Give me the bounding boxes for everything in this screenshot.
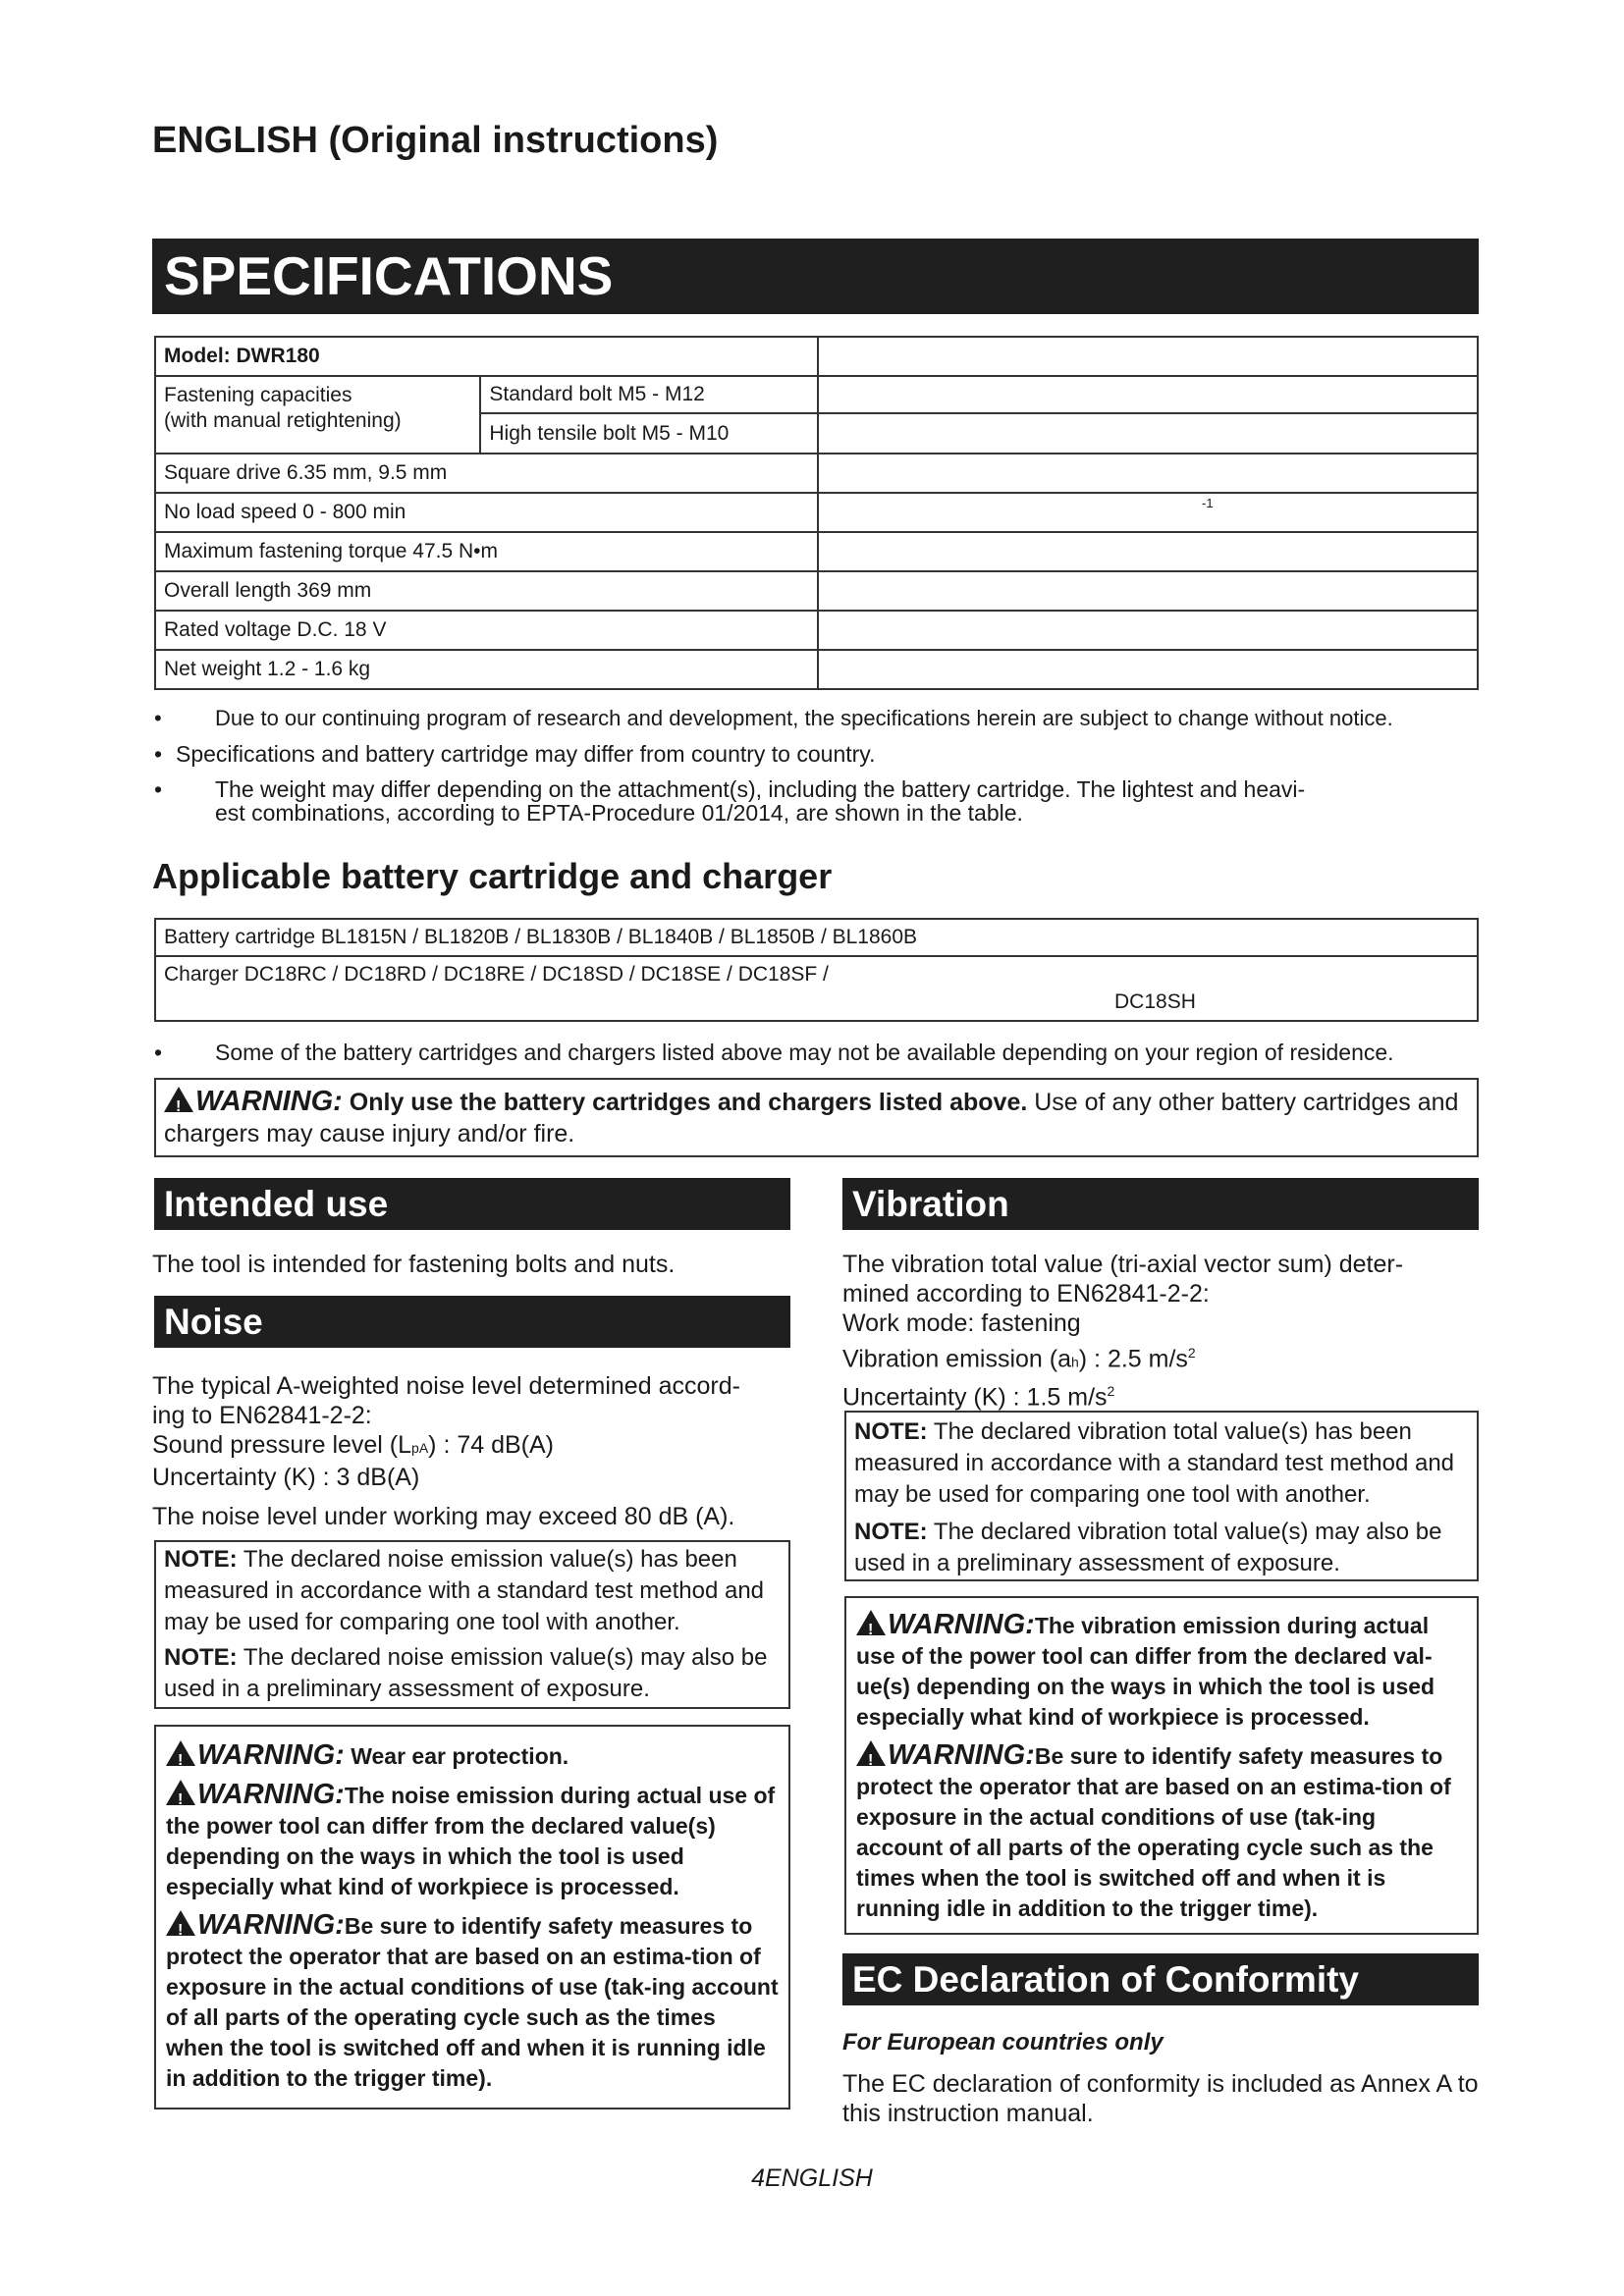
battery-note-item: • Some of the battery cartridges and chargers listed above may not be available depending on your region of residence. [154,1040,1394,1065]
warning-icon: ! [164,1087,193,1112]
warning-icon: ! [856,1740,886,1766]
intended-use-heading: Intended use [154,1178,790,1230]
sound-pressure-level: Sound pressure level (LpA) : 74 dB(A) [152,1431,554,1459]
battery-cartridge-list: Battery cartridge BL1815N / BL1820B / BL1830B / BL1840B / BL1850B / BL1860B [155,919,1478,956]
ec-declaration-text: The EC declaration of conformity is included as Annex A to this instruction manual. [842,2070,1479,2127]
page-language-title: ENGLISH (Original instructions) [152,120,719,161]
spec-overall-length: Overall length 369 mm [155,571,818,611]
spec-model: Model: DWR180 [155,337,818,376]
warning-icon: ! [166,1740,195,1766]
spec-rated-voltage: Rated voltage D.C. 18 V [155,611,818,650]
spec-note-continuation: est combinations, according to EPTA-Procedure 01/2014, are shown in the table. [215,800,1023,826]
spec-note-item: • The weight may differ depending on the attachment(s), including the battery cartridge. The lightest and heavi- [154,776,1306,802]
charger-list: Charger DC18RC / DC18RD / DC18RE / DC18SD / DC18SE / DC18SF / DC18SH [155,956,1478,1021]
noise-note-box: NOTE: The declared noise emission value(s) has been measured in accordance with a standard test method and may be used for comparing one tool with another. NOTE: The declared noise emission value(s) may also be used in a preliminary assessment of exposure. [154,1540,790,1709]
battery-warning-box: ! WARNING: Only use the battery cartridges and chargers listed above. Use of any other battery cartridges and chargers may cause injury and/or fire. [154,1078,1479,1157]
page-number: 4ENGLISH [751,2164,873,2192]
warning-icon: ! [166,1780,195,1805]
spec-max-torque: Maximum fastening torque 47.5 N•m [155,532,818,571]
noise-measurements: The typical A-weighted noise level determined accord- ing to EN62841-2-2: Sound pressure level (LpA) : 74 dB(A) Uncertainty (K) : 3 dB(A) The noise level under working may exceed 80 dB (A). [152,1371,790,1531]
battery-notes [154,1039,1480,1074]
spec-standard-bolt: Standard bolt M5 - M12 [480,376,818,413]
spec-speed-superscript: -1 [1201,496,1214,510]
warning-icon: ! [856,1610,886,1635]
vibration-emission: Vibration emission (ah) : 2.5 $m/s^2$ [842,1345,1196,1373]
vibration-warning-box: ! WARNING:The vibration emission during actual use of the power tool can differ from the declared val-ue(s) depending on the ways in which the tool is used especially what kind of workpiece is processed. ! WARNING:Be sure to identify safety measures to protect the operator that are based on an estima-tion of exposure in the actual conditions of use (tak-ing account of all parts of the operating cycle such as the times when the tool is switched off and when it is running idle in addition to the trigger time). [844,1596,1479,1935]
vibration-measurements: The vibration total value (tri-axial vector sum) deter- mined according to EN62841-2-2: Work mode: fastening Vibration emission (ah) : 2.5 $m/s^2$ Uncertainty (K) : 1.5 $m/s^2$ [842,1250,1481,1413]
spec-note-item: • Due to our continuing program of research and development, the specifications herein are subject to change without notice. [154,706,1393,730]
ec-declaration-subtitle: For European countries only [842,2029,1164,2056]
battery-table [154,918,1479,1022]
spec-high-tensile-bolt: High tensile bolt M5 - M10 [480,413,818,454]
noise-heading: Noise [154,1296,790,1348]
spec-net-weight: Net weight 1.2 - 1.6 kg [155,650,818,689]
ec-declaration-heading: EC Declaration of Conformity [842,1953,1479,2005]
vibration-note-box: NOTE: The declared vibration total value(s) has been measured in accordance with a standard test method and may be used for comparing one tool with another. NOTE: The declared vibration total value(s) may also be used in a preliminary assessment of exposure. [844,1411,1479,1581]
spec-no-load-speed: No load speed 0 - 800 min [155,493,818,532]
vibration-uncertainty: Uncertainty (K) : 1.5 $m/s^2$ [842,1383,1115,1412]
spec-note-item: • Specifications and battery cartridge may differ from country to country. [154,741,876,767]
vibration-heading: Vibration [842,1178,1479,1230]
noise-warning-box: ! WARNING: Wear ear protection. ! WARNING:The noise emission during actual use of the power tool can differ from the declared value(s) depending on the ways in which the tool is used especially what kind of workpiece is processed. ! WARNING:Be sure to identify safety measures to protect the operator that are based on an estima-tion of exposure in the actual conditions of use (tak-ing account of all parts of the operating cycle such as the times when the tool is switched off and when it is running idle in addition to the trigger time). [154,1725,790,2109]
spec-fastening-label: Fastening capacities (with manual retightening) [155,376,480,454]
spec-square-drive: Square drive 6.35 mm, 9.5 mm [155,454,818,493]
intended-use-text: The tool is intended for fastening bolts and nuts. [152,1251,676,1278]
specifications-table [154,336,1479,690]
battery-heading: Applicable battery cartridge and charger [152,856,833,896]
warning-icon: ! [166,1910,195,1936]
spec-notes [154,705,1480,834]
specifications-heading: SPECIFICATIONS [152,239,1479,314]
